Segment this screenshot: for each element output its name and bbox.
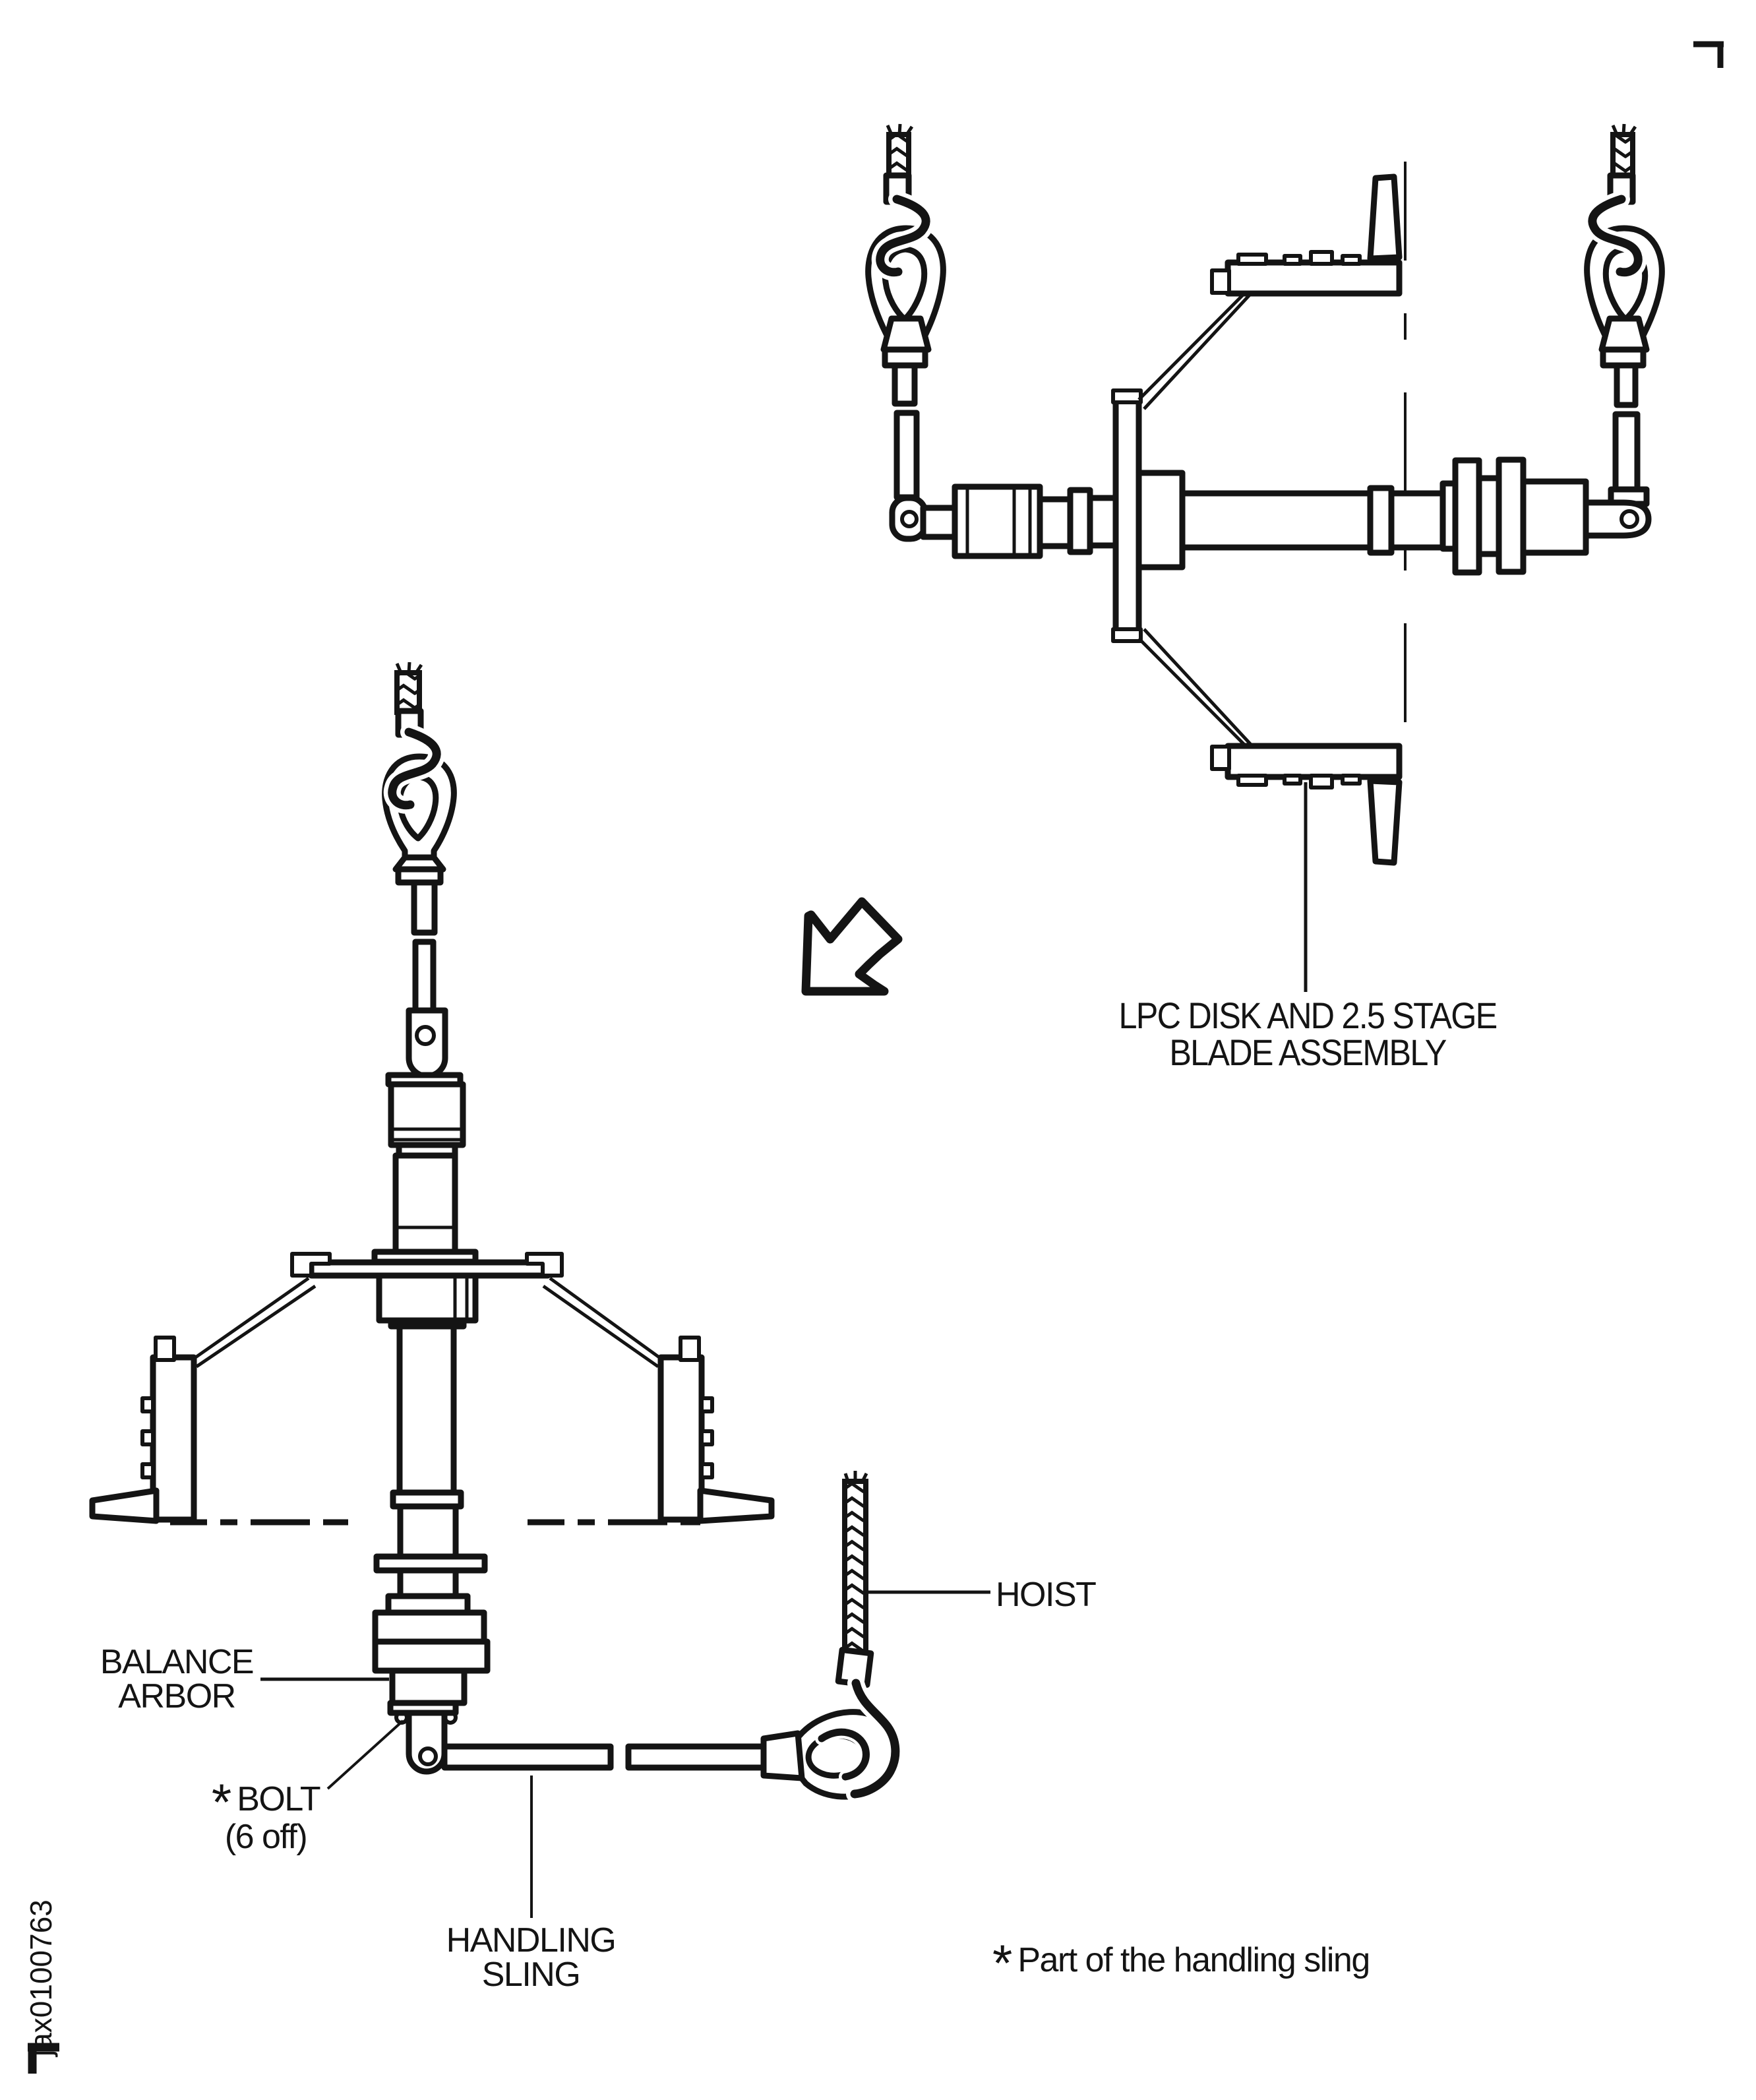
label-bolt (187, 1773, 345, 1857)
label-bolt-line1: * BOLT (211, 1773, 320, 1832)
main-shaft (1182, 493, 1370, 547)
arbor-bottom-block (392, 1671, 464, 1703)
disk-shoulder-right (543, 1278, 665, 1367)
drawing-code: jax0100763 (24, 1899, 58, 2056)
asterisk-mark: * (211, 1773, 232, 1832)
blade-left (92, 1491, 156, 1521)
bolt-leader-line (328, 1721, 403, 1789)
hub-block (1139, 473, 1182, 567)
upper-left-rod (895, 365, 917, 497)
balance-arbor-horizontal (892, 390, 1649, 641)
label-balance-line2: ARBOR (118, 1677, 235, 1715)
right-cylinder (1523, 481, 1586, 553)
suspension-rod (409, 882, 445, 1076)
arbor-flange-2 (375, 1642, 487, 1671)
lower-shackle (385, 732, 454, 882)
hub-plate (1116, 398, 1139, 635)
label-lpc-line2: BLADE ASSEMBLY (1169, 1032, 1446, 1073)
label-balance-arbor (78, 1645, 276, 1714)
socket-cone (1602, 319, 1647, 350)
asterisk-mark: * (992, 1934, 1013, 1992)
label-handling-line1: HANDLING (446, 1921, 616, 1960)
sling-end-block (764, 1733, 802, 1778)
label-hoist: HOIST (996, 1576, 1096, 1614)
upper-left-shackle (868, 199, 944, 365)
footnote-text: Part of the handling sling (1017, 1941, 1370, 1979)
disk-rim-bottom (1228, 746, 1399, 777)
upper-right-shackle (1587, 199, 1662, 365)
label-balance-line1: BALANCE (100, 1643, 254, 1681)
hub-block (379, 1276, 475, 1320)
thimble-hole (885, 249, 924, 319)
socket-cone (884, 319, 928, 350)
arbor-shaft (400, 1326, 454, 1493)
arbor-flange-1 (375, 1613, 484, 1642)
lower-assembly (92, 662, 895, 1797)
figure-footnote (992, 1934, 1370, 1992)
disk-shoulder-bottom (1139, 629, 1257, 757)
disk-shoulder-left (190, 1278, 315, 1367)
balance-arbor-vertical (292, 1075, 562, 1772)
upper-right-cable (1610, 124, 1635, 202)
upper-right-rod (1616, 365, 1637, 489)
blade-top (1370, 177, 1399, 259)
label-handling-sling (429, 1923, 633, 1992)
disk-rim-top (1228, 262, 1399, 293)
label-bolt-line2: (6 off) (224, 1818, 307, 1857)
hoist-cable (822, 1471, 895, 1794)
corner-mark-top-right (1693, 42, 1724, 68)
rotate-arrow (806, 902, 898, 991)
disk-shoulder-top (1139, 281, 1257, 409)
label-lpc-line1: LPC DISK AND 2.5 STAGE (1118, 995, 1497, 1036)
blade-right (700, 1491, 772, 1521)
upper-left-cable (886, 124, 912, 202)
blade-bottom (1370, 781, 1399, 863)
upper-assembly (868, 124, 1662, 863)
label-lpc-disk (1100, 997, 1515, 1071)
label-handling-line2: SLING (481, 1956, 580, 1994)
disk-rim-right (661, 1357, 702, 1520)
handling-sling-bar (444, 1733, 802, 1778)
